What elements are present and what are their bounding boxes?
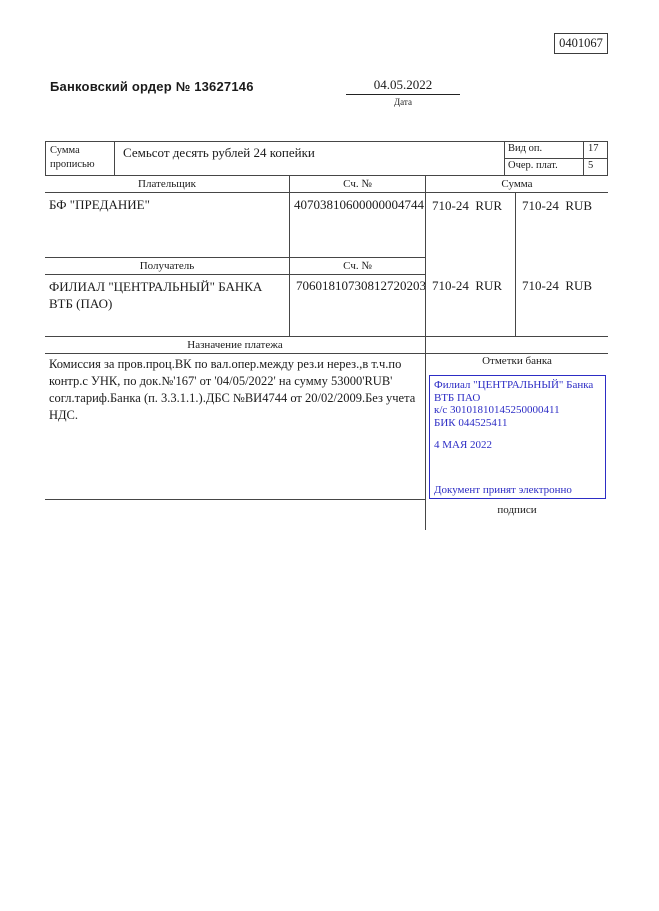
amount-in-words-label: Сумма прописью — [45, 141, 115, 176]
payer-header: Плательщик — [45, 176, 289, 193]
date-value: 04.05.2022 — [346, 77, 460, 95]
stamp-corr-account: к/с 30101810145250000411 — [434, 404, 560, 416]
payee-account: 70601810730812720203 — [289, 275, 425, 337]
op-kind-label: Вид оп. — [505, 142, 584, 159]
amount-rur-column — [425, 193, 516, 337]
amount-in-words-value: Семьсот десять рублей 24 копейки — [115, 141, 504, 176]
priority-label: Очер. плат. — [505, 159, 584, 175]
form-code-box: 0401067 — [554, 33, 608, 54]
purpose-header: Назначение платежа — [45, 337, 425, 354]
payee-header: Получатель — [45, 258, 289, 275]
amount-rub-column — [516, 193, 608, 337]
bank-stamp — [429, 375, 606, 499]
payer-name: БФ "ПРЕДАНИЕ" — [45, 193, 289, 258]
bank-marks-strip — [425, 337, 608, 354]
stamp-note: Документ принят электронно — [434, 483, 572, 496]
payee-name: ФИЛИАЛ "ЦЕНТРАЛЬНЫЙ" БАНКА ВТБ (ПАО) — [45, 275, 289, 337]
order-table — [45, 141, 608, 530]
stamp-bank-name-line1: Филиал "ЦЕНТРАЛЬНЫЙ" Банка — [434, 379, 594, 391]
amount-header: Сумма — [425, 176, 608, 193]
payee-amount-rur: 710-24 RUR — [432, 278, 503, 293]
stamp-date: 4 МАЯ 2022 — [434, 439, 493, 451]
payer-account: 40703810600000004744 — [289, 193, 425, 258]
signatures-label: подписи — [497, 504, 537, 516]
date-block — [346, 77, 460, 107]
op-kind-value: 17 — [584, 142, 607, 159]
bank-marks-area — [425, 354, 608, 530]
stamp-bank-name-line2: ВТБ ПАО — [434, 391, 481, 404]
date-label: Дата — [394, 97, 412, 107]
operation-info-box — [504, 141, 608, 176]
payer-account-header: Сч. № — [289, 176, 425, 193]
payer-amount-rub: 710-24 RUB — [522, 198, 593, 213]
payer-amount-rur: 710-24 RUR — [432, 198, 503, 213]
stamp-bik: БИК 044525411 — [434, 416, 508, 429]
bank-marks-header: Отметки банка — [482, 355, 552, 367]
payee-account-header: Сч. № — [289, 258, 425, 275]
payee-amount-rub: 710-24 RUB — [522, 278, 593, 293]
priority-value: 5 — [588, 160, 594, 171]
document-title: Банковский ордер № 13627146 — [50, 79, 254, 94]
purpose-text: Комиссия за пров.проц.ВК по вал.опер.между рез.и нерез.,в т.ч.по контр.с УНК, по док.№'167' от '04/05/2022' на сумму 53000'RUB' согл.тариф.Банка (п. 3.3.1.1.).ДБС №ВИ4744 от 20/02/2009.Без учета НДС. — [45, 354, 425, 500]
